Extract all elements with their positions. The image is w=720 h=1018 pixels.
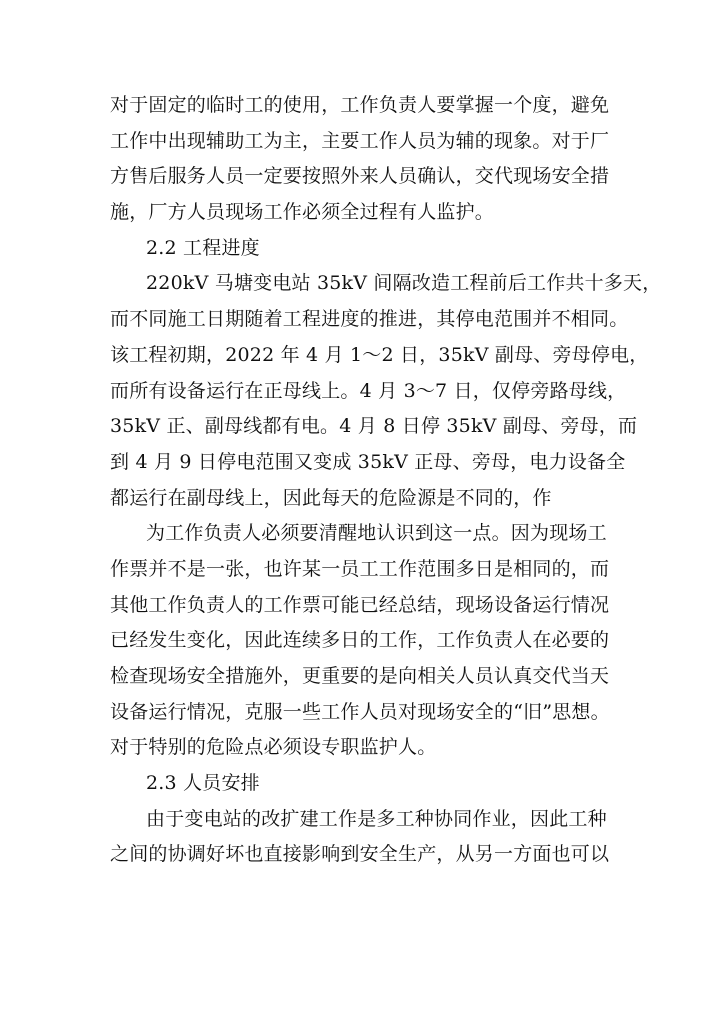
paragraph-line: 其他工作负责人的工作票可能已经总结，现场设备运行情况 <box>110 593 610 616</box>
paragraph-line: 而不同施工日期随着工程进度的推进，其停电范围并不相同。 <box>110 308 629 331</box>
paragraph-line: 工作中出现辅助工为主，主要工作人员为辅的现象。对于厂 <box>110 129 610 152</box>
paragraph-line: 而所有设备运行在正母线上。4 月 3～7 日，仅停旁路母线， <box>110 379 627 402</box>
paragraph-line: 对于特别的危险点必须设专职监护人。 <box>110 736 437 759</box>
paragraph-line: 都运行在副母线上，因此每天的危险源是不同的，作 <box>110 486 552 509</box>
paragraph-line: 220kV 马塘变电站 35kV 间隔改造工程前后工作共十多天， <box>146 272 662 295</box>
paragraph-line: 之间的协调好坏也直接影响到安全生产，从另一方面也可以 <box>110 843 610 866</box>
document-body <box>110 88 662 873</box>
paragraph-line: 到 4 月 9 日停电范围又变成 35kV 正母、旁母，电力设备全 <box>110 450 626 473</box>
section-heading: 2.3 人员安排 <box>146 772 260 795</box>
paragraph-line: 为工作负责人必须要清醒地认识到这一点。因为现场工 <box>146 522 607 545</box>
paragraph-line: 该工程初期，2022 年 4 月 1～2 日，35kV 副母、旁母停电， <box>110 343 649 366</box>
paragraph-line: 方售后服务人员一定要按照外来人员确认，交代现场安全措 <box>110 165 610 188</box>
paragraph-line: 由于变电站的改扩建工作是多工种协同作业，因此工种 <box>146 807 607 830</box>
paragraph-line: 设备运行情况，克服一些工作人员对现场安全的“旧”思想。 <box>110 700 610 723</box>
paragraph-line: 35kV 正、副母线都有电。4 月 8 日停 35kV 副母、旁母，而 <box>110 415 638 438</box>
paragraph-line: 作票并不是一张，也许某一员工工作范围多日是相同的，而 <box>110 557 610 580</box>
paragraph-line: 已经发生变化，因此连续多日的工作，工作负责人在必要的 <box>110 629 610 652</box>
paragraph-line: 检查现场安全措施外，更重要的是向相关人员认真交代当天 <box>110 665 610 687</box>
section-heading: 2.2 工程进度 <box>146 236 260 259</box>
paragraph-line: 施，厂方人员现场工作必须全过程有人监护。 <box>110 201 495 224</box>
paragraph-line: 对于固定的临时工的使用，工作负责人要掌握一个度，避免 <box>110 94 610 116</box>
